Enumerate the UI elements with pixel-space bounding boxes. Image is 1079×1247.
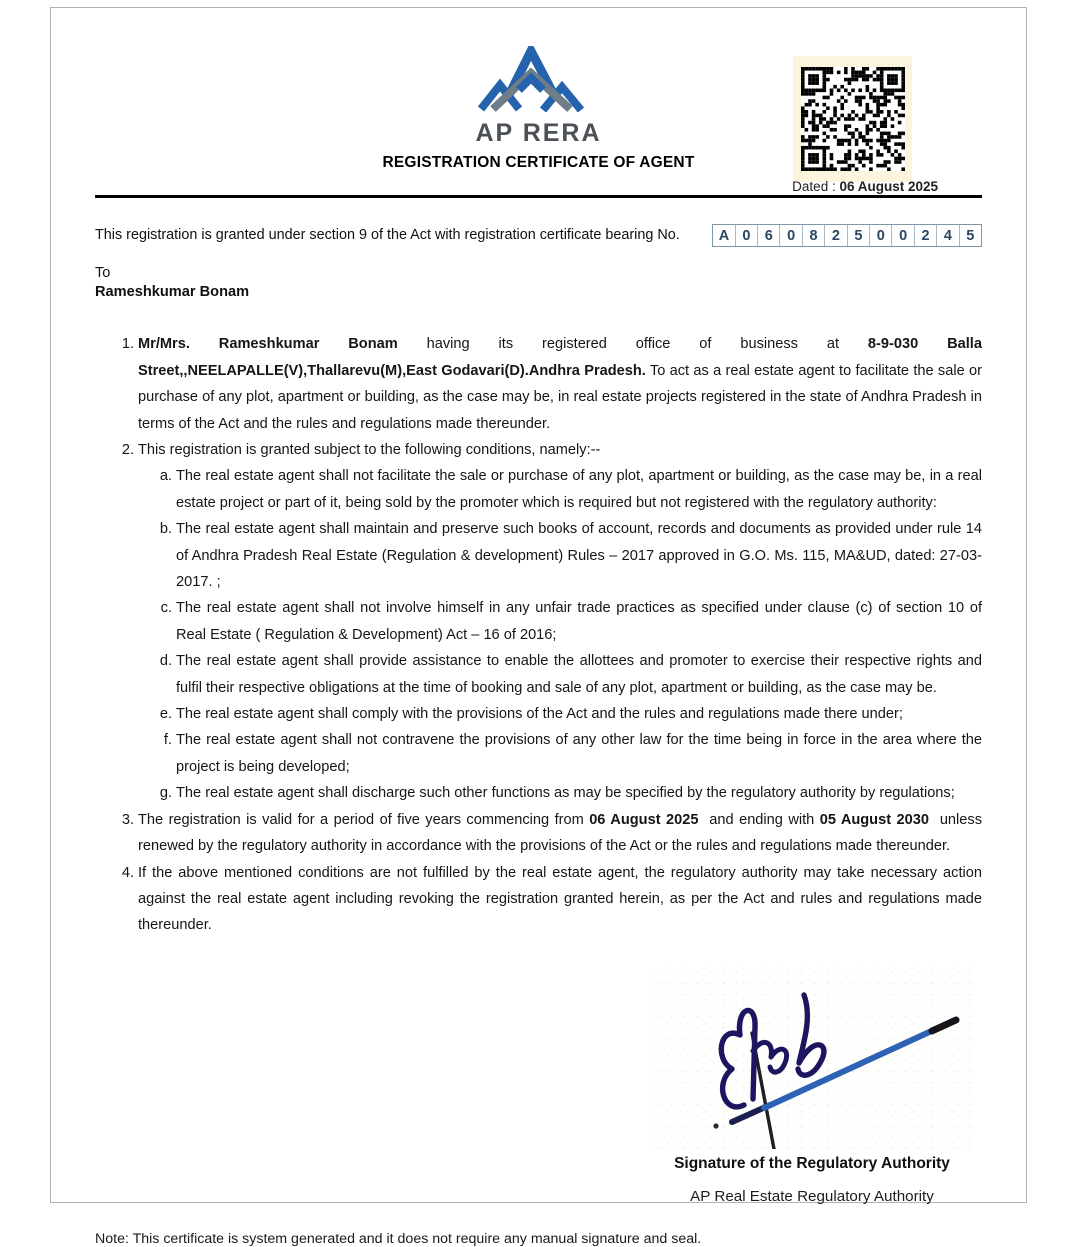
registration-number-cell: 5: [847, 225, 869, 246]
condition-marker: a.: [159, 468, 172, 485]
registration-number-cell: A: [718, 227, 730, 244]
registration-number-boxes: [712, 224, 982, 247]
registration-number-cell: 2: [914, 225, 936, 246]
signature-caption: Signature of the Regulatory Authority: [674, 1154, 950, 1172]
condition-marker: 3.: [121, 811, 134, 828]
registration-number-cell: 0: [869, 225, 891, 246]
intro-text: This registration is granted under section 9 of the Act with registration certificate bearing No.: [95, 227, 680, 243]
authority-name: AP Real Estate Regulatory Authority: [690, 1187, 934, 1205]
condition-text: The real estate agent shall provide assistance to enable the allottees and promoter to exercise their respective rights and fulfil their respective obligations at the time of booking and sale of any plot, apartment or building, as the case may be.: [176, 653, 982, 696]
registration-number-cell: 0: [891, 225, 913, 246]
condition-subitem: [95, 648, 982, 701]
dated-value: 06 August 2025: [839, 179, 938, 194]
signature-column: [652, 967, 972, 1205]
registration-number-cell: 0: [735, 225, 757, 246]
qr-code: [801, 67, 905, 171]
certificate-header: [95, 8, 982, 198]
registration-number-cell: 4: [936, 225, 958, 246]
signature-section: [95, 967, 982, 1205]
condition-marker: 4.: [121, 864, 134, 881]
dated-line: [792, 179, 938, 194]
condition-text: This registration is granted subject to the following conditions, namely:--: [138, 442, 601, 459]
condition-text: Mr/Mrs. Rameshkumar Bonam having its registered office of business at 8-9-030 Balla Street,,NEELAPALLE(V),Thallarevu(M),East Godavari(D).Andhra Pradesh. To act as a real estate agent to facilitate the sale or purchase of any plot, apartment or building, as the case may be, in real estate projects registered in the state of Andhra Pradesh in terms of the Act and the rules and regulations made thereunder.: [138, 336, 982, 432]
certificate-page: [50, 7, 1027, 1247]
condition-subitem: [95, 463, 982, 516]
recipient-name: Rameshkumar Bonam: [95, 284, 250, 301]
condition-marker: f.: [163, 732, 172, 749]
condition-subitem: [95, 516, 982, 595]
condition-text: The real estate agent shall not involve himself in any unfair trade practices as specified under clause (c) of section 10 of Real Estate ( Regulation & Development) Act – 16 of 2016;: [176, 600, 982, 643]
condition-subitem: [95, 780, 982, 806]
condition-item: [95, 807, 982, 860]
qr-panel: [793, 56, 912, 182]
registration-intro-row: [95, 224, 982, 247]
brand-title: AP RERA: [475, 119, 602, 147]
condition-marker: g.: [159, 785, 172, 802]
dated-label: Dated :: [792, 179, 840, 194]
condition-item: [95, 437, 982, 463]
condition-item: [95, 331, 982, 437]
registration-number-cell: 6: [757, 225, 779, 246]
ap-rera-logo-icon: [473, 46, 605, 112]
note-text: Note: This certificate is system generated and it does not require any manual signature and seal.: [95, 1230, 702, 1247]
document-title: REGISTRATION CERTIFICATE OF AGENT: [382, 154, 695, 171]
condition-subitem: [95, 701, 982, 727]
condition-marker: c.: [160, 600, 172, 617]
condition-text: The real estate agent shall comply with the provisions of the Act and the rules and regulations made there under;: [176, 706, 903, 723]
condition-subitem: [95, 727, 982, 780]
condition-item: [95, 860, 982, 939]
registration-number-cell: 8: [802, 225, 824, 246]
signature-image: [652, 967, 972, 1149]
addressee-block: [95, 264, 982, 302]
condition-text: The real estate agent shall not contravene the provisions of any other law for the time being in force in the area where the project is being developed;: [176, 732, 982, 775]
condition-text: The real estate agent shall not facilitate the sale or purchase of any plot, apartment or building, as the case may be, in a real estate project or part of it, being sold by the promoter which is required but not registered with the regulatory authority:: [176, 468, 982, 511]
condition-text: The real estate agent shall maintain and preserve such books of account, records and documents as provided under rule 14 of Andhra Pradesh Real Estate (Regulation & development) Rules – 2017 approved in G.O. Ms. 115, MA&UD, dated: 27-03-2017. ;: [176, 521, 982, 591]
registration-number-cell: 2: [824, 225, 846, 246]
condition-marker: e.: [159, 706, 172, 723]
condition-marker: 1.: [121, 336, 134, 353]
condition-marker: b.: [159, 521, 172, 538]
condition-marker: 2.: [121, 442, 134, 459]
condition-text: The real estate agent shall discharge such other functions as may be specified by the regulatory authority by regulations;: [176, 785, 955, 802]
header-divider: [95, 195, 982, 198]
condition-text: The registration is valid for a period of five years commencing from 06 August 2025 and ending with 05 August 2030 unless renewed by the regulatory authority in accordance with the provisions of the Act or the rules and regulations made thereunder.: [138, 811, 983, 855]
to-label: To: [95, 265, 111, 282]
condition-subitem: [95, 595, 982, 648]
conditions-list: [95, 331, 982, 938]
condition-marker: d.: [159, 653, 172, 670]
registration-number-cell: 5: [959, 225, 981, 246]
registration-number-cell: 0: [779, 225, 801, 246]
condition-text: If the above mentioned conditions are not fulfilled by the real estate agent, the regulatory authority may take necessary action against the real estate agent including revoking the registration granted herein, as per the Act and rules and regulations made thereunder.: [138, 864, 982, 934]
